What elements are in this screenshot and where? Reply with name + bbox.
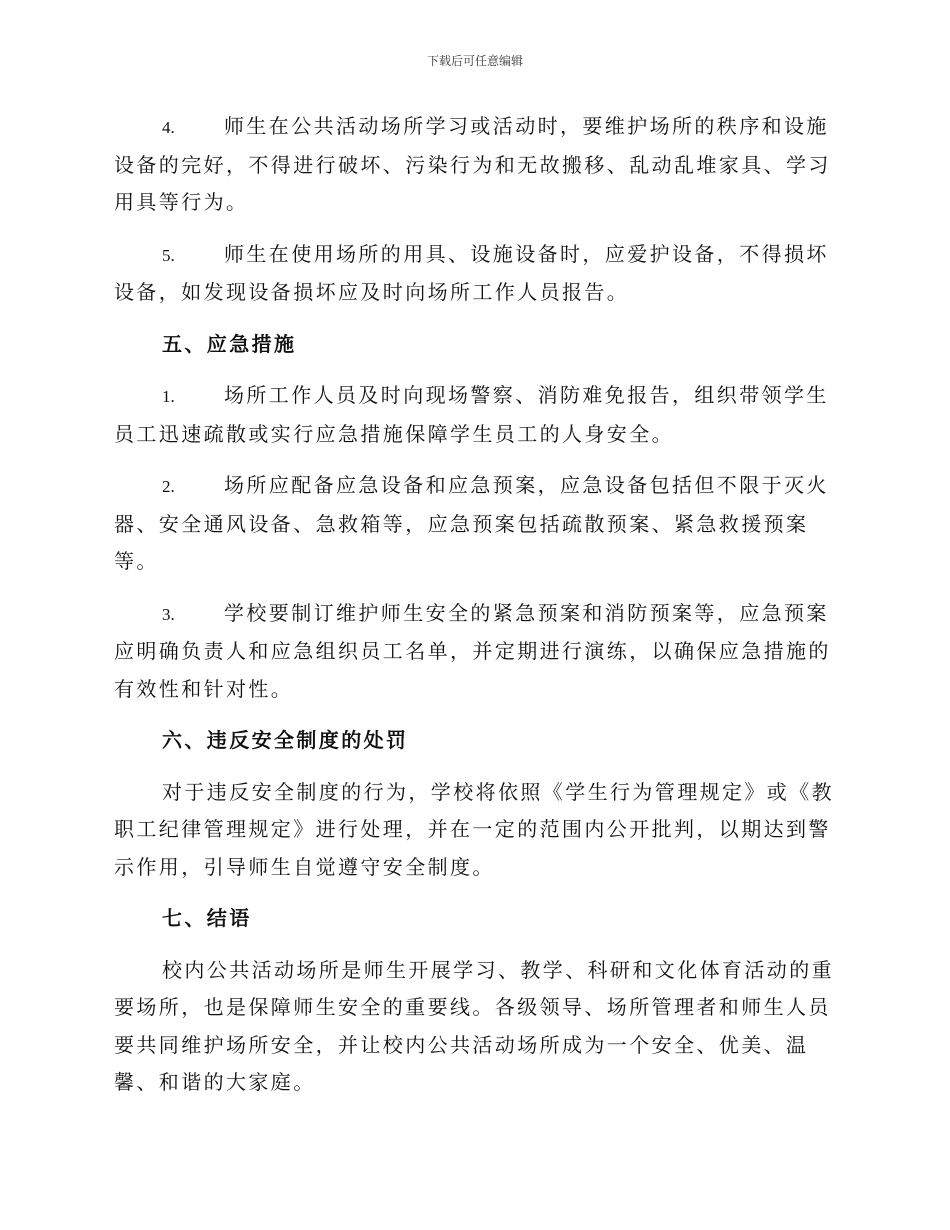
list-item-3 [114,595,834,709]
section-heading-emergency: 五、应急措施 [162,331,297,356]
paragraph-penalty: 对于违反安全制度的行为，学校将依照《学生行为管理规定》或《教职工纪律管理规定》进行处理，并在一定的范围内公开批判，以期达到警示作用，引导师生自觉遵守安全制度。 [114,779,834,879]
document-body [114,108,834,1116]
item-number: 3. [162,604,175,624]
item-text: 师生在公共活动场所学习或活动时，要维护场所的秩序和设施设备的完好，不得进行破坏、污染行为和无故搬移、乱动乱堆家具、学习用具等行为。 [114,114,831,214]
paragraph-conclusion: 校内公共活动场所是师生开展学习、教学、科研和文化体育活动的重要场所，也是保障师生安全的重要线。各级领导、场所管理者和师生人员要共同维护场所安全，并让校内公共活动场所成为一个安全、优美、温馨、和谐的大家庭。 [114,957,834,1094]
section-heading-conclusion: 七、结语 [162,906,252,930]
list-item-2 [114,467,834,581]
page-header: 下载后可任意编辑 [426,54,523,68]
list-item-1 [114,377,834,453]
item-number: 5. [162,245,175,265]
item-number: 2. [162,477,175,496]
item-text: 学校要制订维护师生安全的紧急预案和消防预案等，应急预案应明确负责人和应急组织员工名单，并定期进行演练，以确保应急措施的有效性和针对性。 [114,600,831,701]
item-number: 1. [162,387,175,406]
item-text: 场所工作人员及时向现场警察、消防难免报告，组织带领学生员工迅速疏散或实行应急措施保障学生员工的人身安全。 [114,383,829,446]
item-number: 4. [162,118,175,137]
section-heading-penalty: 六、违反安全制度的处罚 [162,728,409,752]
list-item-5 [114,236,834,312]
item-text: 场所应配备应急设备和应急预案，应急设备包括但不限于灭火器、安全通风设备、急救箱等，应急预案包括疏散预案、紧急救援预案等。 [114,473,829,573]
item-text: 师生在使用场所的用具、设施设备时，应爱护设备，不得损坏设备，如发现设备损坏应及时向场所工作人员报告。 [114,241,829,304]
list-item-4 [114,108,834,222]
